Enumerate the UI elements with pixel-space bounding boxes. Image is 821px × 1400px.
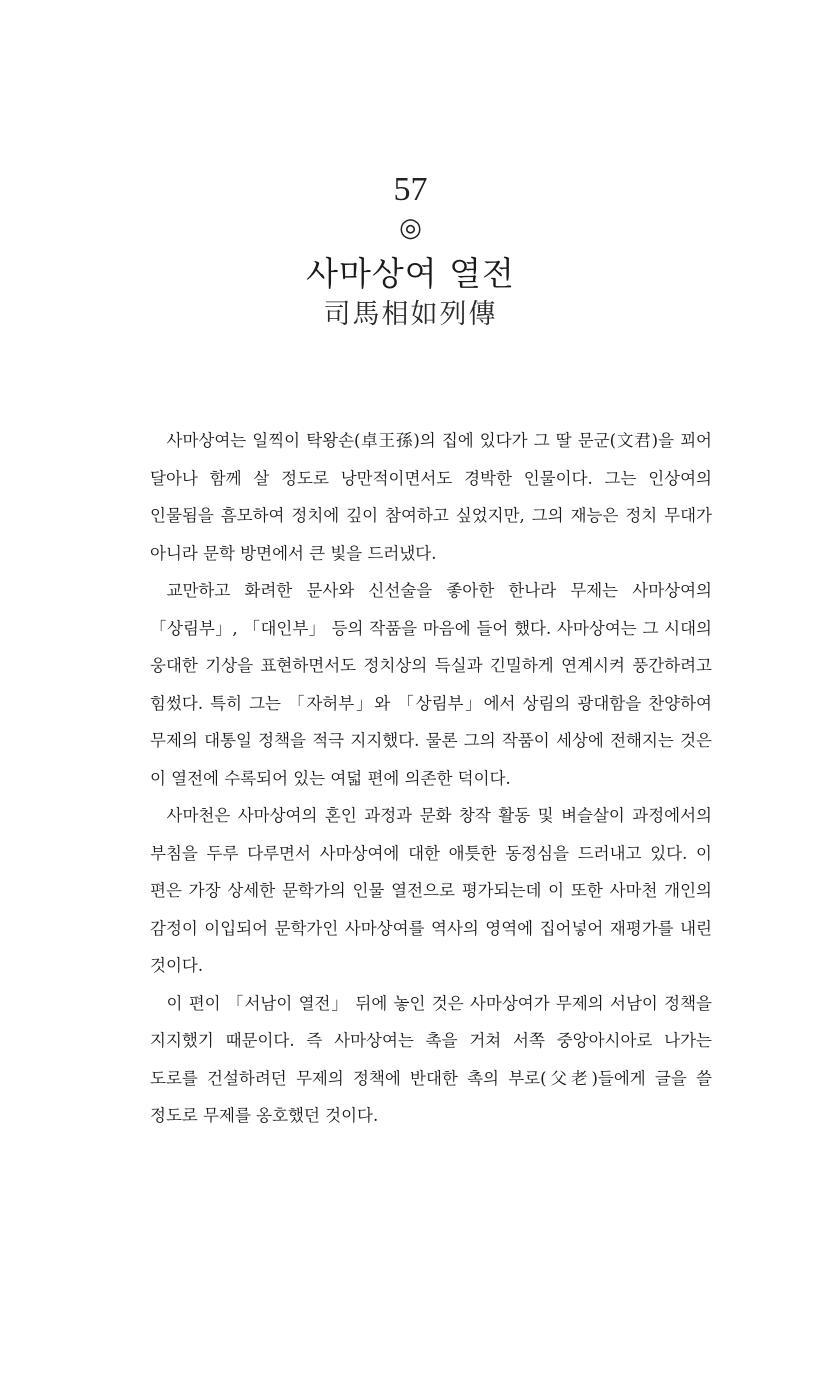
chapter-subtitle-hanja: 司馬相如列傳 [323, 299, 498, 330]
paragraph-3: 사마천은 사마상여의 혼인 과정과 문화 창작 활동 및 벼슬살이 과정에서의 부침을 두루 다루면서 사마상여에 대한 애틋한 동정심을 드러내고 있다. 이 편은 가장 상세한 문학가의 인물 열전으로 평가되는데 이 또한 사마천 개인의 감정이 이입되어 문학가인 사마상여를 역사의 영역에 집어넣어 재평가를 내린 것이다. [150, 806, 712, 975]
paragraph-1: 사마상여는 일찍이 탁왕손(卓王孫)의 집에 있다가 그 딸 문군(文君)을 꾀어 달아나 함께 살 정도로 낭만적이면서도 경박한 인물이다. 그는 인상여의 인물됨을 흠모하여 정치에 깊이 참여하고 싶었지만, 그의 재능은 정치 무대가 아니라 문학 방면에서 큰 빛을 드러냈다. [150, 431, 712, 563]
paragraph-4: 이 편이 「서남이 열전」 뒤에 놓인 것은 사마상여가 무제의 서남이 정책을 지지했기 때문이다. 즉 사마상여는 촉을 거쳐 서쪽 중앙아시아로 나가는 도로를 건설하려던 무제의 정책에 반대한 촉의 부로(父老)들에게 글을 쓸 정도로 무제를 옹호했던 것이다. [150, 993, 712, 1125]
chapter-title: 사마상여 열전 [306, 254, 515, 293]
chapter-body [150, 422, 712, 1135]
chapter-ornament-icon: ◎ [399, 213, 422, 243]
paragraph-2: 교만하고 화려한 문사와 신선술을 좋아한 한나라 무제는 사마상여의 「상림부」, 「대인부」 등의 작품을 마음에 들어 했다. 사마상여는 그 시대의 웅대한 기상을 표현하면서도 정치상의 득실과 긴밀하게 연계시켜 풍간하려고 힘썼다. 특히 그는 「자허부」와 「상림부」에서 상림의 광대함을 찬양하여 무제의 대통일 정책을 적극 지지했다. 물론 그의 작품이 세상에 전해지는 것은 이 열전에 수록되어 있는 여덟 편에 의존한 덕이다. [150, 581, 712, 788]
chapter-number: 57 [393, 171, 428, 208]
